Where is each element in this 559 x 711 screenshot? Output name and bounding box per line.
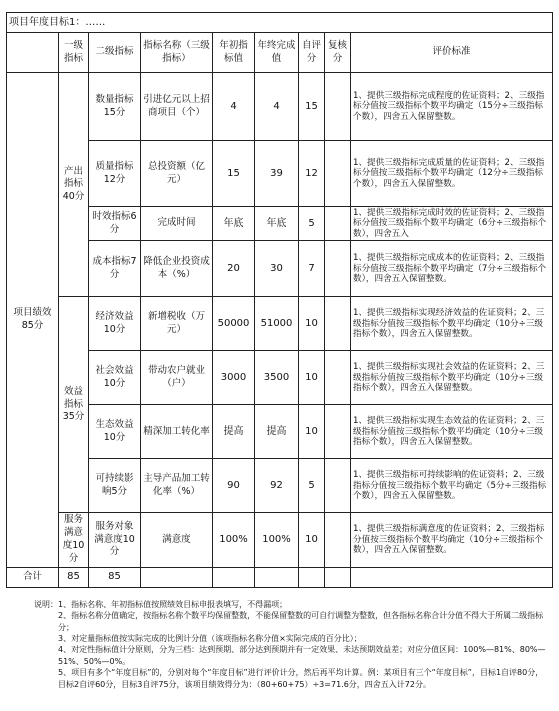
review-score-cell	[325, 351, 351, 405]
self-score-cell: 12	[299, 141, 325, 207]
satisfaction-l1-cell: 服务满意度10分	[59, 513, 89, 567]
final-cell: 4	[255, 73, 299, 141]
table-row	[7, 241, 553, 297]
criteria-cell: 1、提供三级指标实现生态效益的佐证资料；2、三级指标分值按三级指标个数平均确定（10分÷三级指标个数），四舍五入保留整数。	[351, 405, 553, 459]
section-label-output: 产出指标40分	[59, 73, 89, 297]
group-label: 项目绩效85分	[7, 73, 59, 568]
l2-cell: 社会效益10分	[89, 351, 141, 405]
initial-cell: 100%	[213, 513, 255, 567]
note-row	[34, 610, 550, 633]
criteria-cell: 1、提供三级指标完成质量的佐证资料；2、三级指标分值按三级指标个数平均确定（12分÷三级指标个数），四舍五入保留整数。	[351, 141, 553, 207]
notes-section	[34, 599, 550, 690]
table-row	[7, 141, 553, 207]
review-score-cell	[325, 73, 351, 141]
header-review: 复核分	[325, 33, 351, 73]
note-row	[34, 667, 550, 690]
final-cell: 100%	[255, 513, 299, 567]
total-label: 合计	[7, 567, 59, 587]
criteria-cell: 1、提供三级指标满意度的佐证资料；2、三级指标分值按三级指标个数平均确定（10分÷三级指标个数），四舍五入保留整数。	[351, 513, 553, 567]
table-row	[7, 297, 553, 351]
header-initial: 年初指标值	[213, 33, 255, 73]
criteria-cell: 1、提供三级指标完成程度的佐证资料；2、三级指标分值按三级指标个数平均确定（15分÷三级指标个数），四舍五入保留整数。	[351, 73, 553, 141]
name-cell: 带动农户就业（户）	[141, 351, 213, 405]
name-cell: 满意度	[141, 513, 213, 567]
final-cell: 92	[255, 459, 299, 513]
final-cell: 年底	[255, 207, 299, 241]
table-row	[7, 405, 553, 459]
note-item: 3、对定量指标值按实际完成的比例计分值（该项指标名称分值×实际完成的百分比）；	[58, 634, 362, 644]
name-cell: 总投资额（亿元）	[141, 141, 213, 207]
review-score-cell	[325, 241, 351, 297]
initial-cell: 90	[213, 459, 255, 513]
review-score-cell	[325, 297, 351, 351]
note-row	[34, 599, 550, 610]
name-cell: 精深加工转化率	[141, 405, 213, 459]
notes-label: 说明：	[34, 600, 58, 609]
l2-cell: 质量指标12分	[89, 141, 141, 207]
l2-cell: 经济效益10分	[89, 297, 141, 351]
section-label-benefit: 效益指标35分	[59, 297, 89, 513]
note-item: 5、项目有多个“年度目标”的，分别对每个“年度目标”进行评价计分，然后再平均计算。例：某项目有三个“年度目标”，目标1自评80分，目标2自评60分，目标3自评75分，该项目绩效得分为：（80+60+75）÷3=71.6分，四舍五入计72分。	[58, 668, 544, 689]
note-item: 4、对定性指标值计分原则，分为三档：达到预期、部分达到预期并有一定效果、未达预期效益差；对应分值区间：100%—81%、80%—51%、50%—0%。	[58, 645, 546, 666]
table-row	[7, 513, 553, 567]
evaluation-table	[6, 12, 553, 588]
header-self: 自评分	[299, 33, 325, 73]
self-score-cell: 10	[299, 351, 325, 405]
review-score-cell	[325, 141, 351, 207]
name-cell: 主导产品加工转化率（%）	[141, 459, 213, 513]
criteria-cell: 1、提供三级指标完成成本的佐证资料；2、三级指标分值按三级指标个数平均确定（7分÷三级指标个数），四舍五入保留整数。	[351, 241, 553, 297]
table-row	[7, 207, 553, 241]
l2-cell: 时效指标6分	[89, 207, 141, 241]
initial-cell: 年底	[213, 207, 255, 241]
initial-cell: 4	[213, 73, 255, 141]
initial-cell: 15	[213, 141, 255, 207]
criteria-cell: 1、提供三级指标实现社会效益的佐证资料；2、三级指标分值按三级指标个数平均确定（10分÷三级指标个数），四舍五入保留整数。	[351, 351, 553, 405]
table-title: 项目年度目标1：……	[7, 13, 553, 33]
total-row	[7, 567, 553, 587]
note-item: 2、指标名称分值确定，按指标名称个数平均保留整数，不能保留整数的可自行调整为整数，但各指标名称合计分值不得大于所属二级指标分；	[58, 611, 544, 632]
table-row	[7, 459, 553, 513]
review-score-cell	[325, 459, 351, 513]
name-cell: 降低企业投资成本（%）	[141, 241, 213, 297]
criteria-cell: 1、提供三级指标完成时效的佐证资料；2、三级指标分值按三级指标个数平均确定（6分÷三级指标个数），四舍五入	[351, 207, 553, 241]
criteria-cell: 1、提供三级指标实现经济效益的佐证资料；2、三级指标分值按三级指标个数平均确定（10分÷三级指标个数），四舍五入保留整数。	[351, 297, 553, 351]
initial-cell: 20	[213, 241, 255, 297]
header-level2: 二级指标	[89, 33, 141, 73]
header-criteria: 评价标准	[351, 33, 553, 73]
final-cell: 51000	[255, 297, 299, 351]
note-row	[34, 644, 550, 667]
header-level1: 一级指标	[59, 33, 89, 73]
satisfaction-l2-cell: 服务对象满意度10分	[89, 513, 141, 567]
name-cell: 新增税收（万元）	[141, 297, 213, 351]
review-score-cell	[325, 405, 351, 459]
final-cell: 提高	[255, 405, 299, 459]
l2-cell: 数量指标15分	[89, 73, 141, 141]
self-score-cell: 10	[299, 405, 325, 459]
l2-cell: 生态效益10分	[89, 405, 141, 459]
self-score-cell: 10	[299, 297, 325, 351]
name-cell: 完成时间	[141, 207, 213, 241]
note-item: 1、指标名称、年初指标值按照绩效目标申报表填写，不得漏项；	[58, 600, 288, 609]
self-score-cell: 10	[299, 513, 325, 567]
l2-cell: 可持续影响5分	[89, 459, 141, 513]
header-name: 指标名称（三级指标）	[141, 33, 213, 73]
total-l2: 85	[89, 567, 141, 587]
name-cell: 引进亿元以上招商项目（个）	[141, 73, 213, 141]
header-row	[7, 33, 553, 73]
header-final: 年终完成值	[255, 33, 299, 73]
note-row	[34, 633, 550, 644]
l2-cell: 成本指标7分	[89, 241, 141, 297]
review-score-cell	[325, 207, 351, 241]
table-row	[7, 351, 553, 405]
table-row	[7, 73, 553, 141]
initial-cell: 3000	[213, 351, 255, 405]
criteria-cell: 1、提供三级指标可持续影响的佐证资料；2、三级指标分值按三级指标个数平均确定（5分÷三级指标个数），四舍五入保留整数。	[351, 459, 553, 513]
review-score-cell	[325, 513, 351, 567]
initial-cell: 50000	[213, 297, 255, 351]
self-score-cell: 5	[299, 459, 325, 513]
initial-cell: 提高	[213, 405, 255, 459]
final-cell: 30	[255, 241, 299, 297]
self-score-cell: 15	[299, 73, 325, 141]
self-score-cell: 5	[299, 207, 325, 241]
self-score-cell: 7	[299, 241, 325, 297]
total-l1: 85	[59, 567, 89, 587]
final-cell: 3500	[255, 351, 299, 405]
final-cell: 39	[255, 141, 299, 207]
